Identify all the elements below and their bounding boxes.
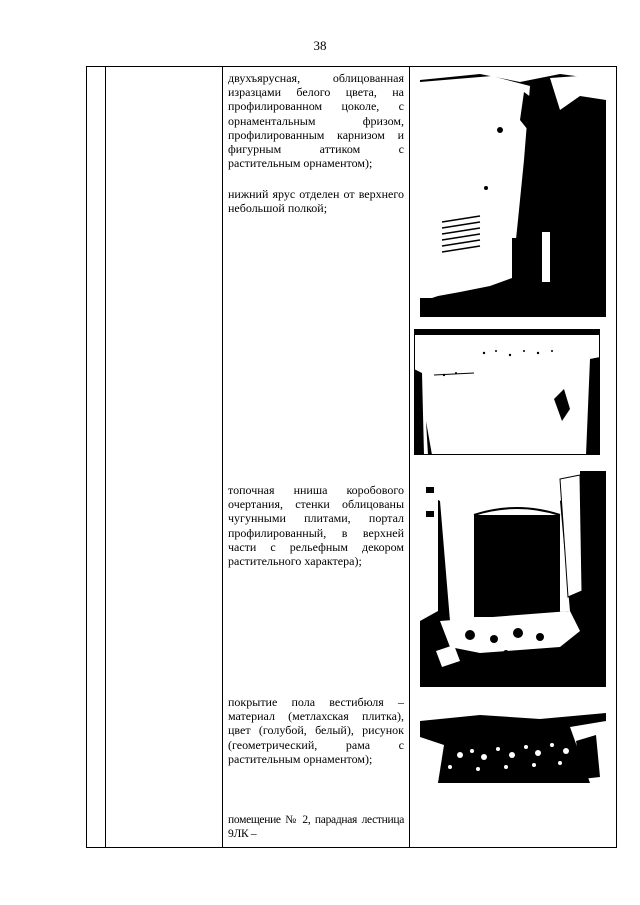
description-table (86, 66, 617, 848)
stove-shelf-photo (414, 329, 600, 455)
stove-upper-tier-photo (420, 70, 606, 317)
paragraph-floor-covering: покрытие пола вестибюля – материал (метлахская плитка), цвет (голубой, белый), рисунок (геометрический, рама с растительным орнаментом); (228, 695, 404, 766)
paragraph-lower-tier: нижний ярус отделен от верхнего небольшой полкой; (228, 187, 404, 216)
paragraph-room-2-staircase: помещение № 2, парадная лестница 9ЛК – (228, 814, 404, 841)
vestibule-floor-tile-photo (420, 701, 606, 783)
paragraph-firebox-niche: топочная нниша коробового очертания, стенки облицованы чугунными плитами, портал профилированный, в верхней части с рельефным декором растительного характера); (228, 483, 404, 569)
description-cell (223, 67, 410, 848)
photo-cell (410, 67, 617, 848)
column-name-cell (106, 67, 223, 848)
column-number-cell (87, 67, 106, 848)
firebox-niche-photo (420, 471, 606, 687)
page-number: 38 (313, 38, 327, 53)
paragraph-stove-description: двухъярусная, облицованная изразцами белого цвета, на профилированном цоколе, с орнаментальным фризом, профилированным карнизом и фигурным аттиком с растительным орнаментом); (228, 71, 404, 171)
table-row (87, 67, 617, 848)
